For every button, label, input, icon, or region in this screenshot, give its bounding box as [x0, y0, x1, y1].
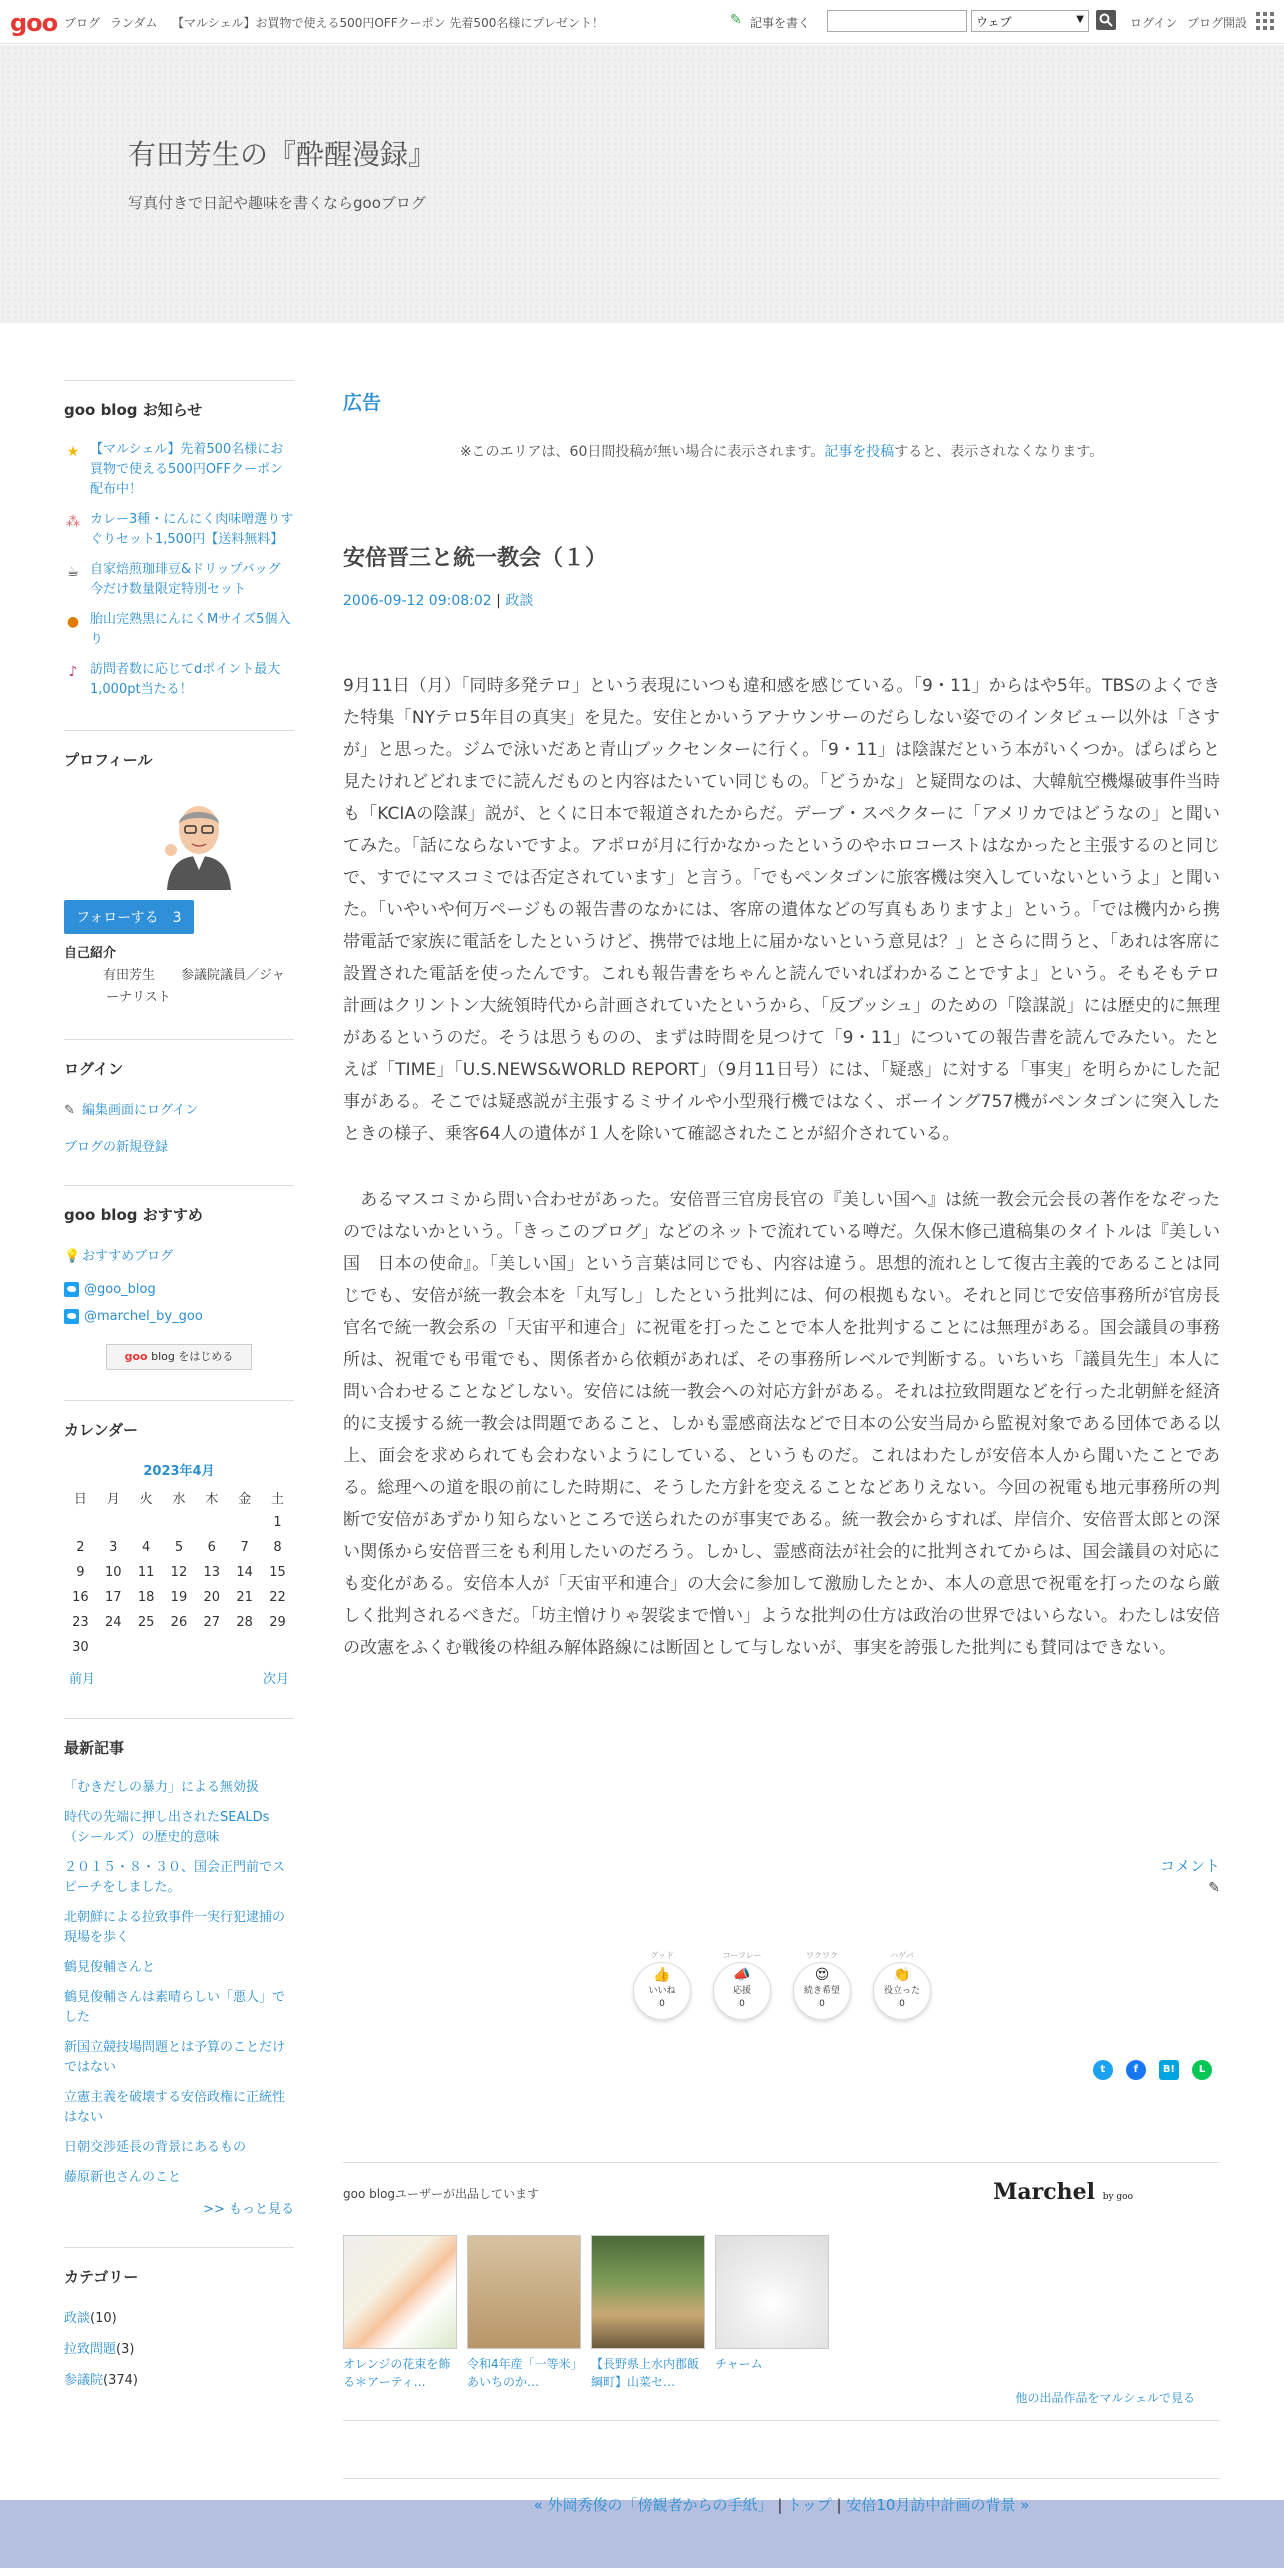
- recent-article-link[interactable]: 日朝交渉延長の背景にあるもの: [64, 2140, 247, 2155]
- recent-article-link[interactable]: 鶴見俊輔さんは素晴らしい「悪人」でした: [64, 1990, 286, 2025]
- calendar-day[interactable]: 3: [109, 1540, 118, 1555]
- category-count: (10): [90, 2311, 117, 2326]
- calendar-prev-link[interactable]: 前月: [69, 1672, 96, 1687]
- category-count: (374): [103, 2373, 138, 2388]
- notice-item[interactable]: [64, 610, 294, 650]
- calendar-day[interactable]: 28: [236, 1615, 253, 1630]
- pencil-icon: ✎: [64, 1103, 75, 1118]
- calendar-day: [64, 1510, 97, 1535]
- weekday: 土: [271, 1492, 285, 1507]
- category-heading: カテゴリー: [64, 2247, 294, 2307]
- calendar-week: [64, 1610, 294, 1635]
- calendar-day[interactable]: 19: [170, 1590, 188, 1605]
- product-image: [343, 2235, 457, 2349]
- search-input[interactable]: [827, 10, 967, 32]
- reaction-label: 続き希望: [803, 1986, 840, 1996]
- notice-item[interactable]: [64, 660, 294, 700]
- follow-label: フォローする: [76, 910, 159, 926]
- recent-article-link[interactable]: 新国立競技場問題とは予算のことだけではない: [64, 2040, 286, 2075]
- music-note-icon: ♪: [68, 664, 78, 680]
- marchel-section: [343, 2162, 1220, 2405]
- recent-list: [64, 1778, 294, 2188]
- edit-login-link[interactable]: ✎ 編集画面にログイン: [64, 1103, 199, 1118]
- calendar-day[interactable]: 22: [269, 1590, 286, 1605]
- goo-blog-twitter-link[interactable]: @goo_blog: [64, 1282, 294, 1297]
- article-pager: [0, 2494, 1220, 2515]
- pencil-icon[interactable]: ✎: [730, 12, 742, 28]
- marchel-twitter-link[interactable]: @marchel_by_goo: [64, 1309, 294, 1324]
- calendar-week: [64, 1585, 294, 1610]
- notice-text: カレー3種・にんにく肉味噌選りすぐりセット1,500円【送料無料】: [90, 512, 294, 547]
- reaction-buttons: [631, 1950, 951, 2030]
- nav-random-link[interactable]: ランダム: [110, 16, 158, 30]
- reaction-label: 応援: [732, 1986, 751, 1996]
- category-link[interactable]: 拉致問題: [64, 2342, 117, 2357]
- recent-article-link[interactable]: 時代の先端に押し出されたSEALDs（シールズ）の歴史的意味: [64, 1810, 270, 1845]
- pager-separator: |: [777, 2496, 783, 2514]
- calendar-day[interactable]: 20: [203, 1590, 221, 1605]
- entry-paragraph: あるマスコミから問い合わせがあった。安倍晋三官房長官の『美しい国へ』は統一教会元会長の著作をなぞったのではないかという。「きっこのブログ」などのネットで流れている噂だ。久保木修己遺稿集のタイトルは『美しい国 日本の使命』。「美しい国」という言葉は同じでも、内容は違う。思想的流れとして復古主義的であることは同じでも、安倍が統一教会本を「丸写し」したという批判には、何の根拠もない。それと同じで安倍事務所が官房長官名で統一教会系の「天宙平和連合」に祝電を打ったことで本人を批判することには無理がある。国会議員の事務所は、祝電でも弔電でも、関係者から依頼があれば、その事務所レベルで判断する。いちいち「議員先生」本人に問い合わせることなどしない。安倍には統一教会への対応方針がある。それは拉致問題などを行った北朝鮮を経済的に支援する統一教会は問題であること、しかも霊感商法などで日本の公安当局から監視対象である団体である以上、面会を求められても会わないようにしている、というものだ。これはわたしが安倍本人から聞いたことである。総理への道を眼の前にした時期に、そうした方針を変えることなどありえない。今回の祝電も地元事務所の判断で安倍があずかり知らないところで送られたのが事実である。統一教会からすれば、岸信介、安倍晋太郎との深い関係から安倍晋三をも利用したいのだろう。しかし、霊感商法が社会的に批判されてからは、国会議員の対応にも変化がある。安倍本人が「天宙平和連合」の大会に参加して激励したとか、本人の意思で祝電を打ったのなら厳しく批判されるべきだ。「坊主憎けりゃ袈裟まで憎い」ような批判の仕方は政治の世界ではいらない。わたしは安倍の改憲をふくむ戦後の枠組み解体路線には断固として与しないが、事実を誇張した批判にも賛同はできない。: [343, 1190, 1220, 1658]
- calendar-day: [130, 1635, 163, 1660]
- calendar-day[interactable]: 23: [72, 1615, 89, 1630]
- recent-article-link[interactable]: 鶴見俊輔さんと: [64, 1960, 156, 1975]
- calendar-month[interactable]: 2023年4月: [143, 1464, 215, 1479]
- calendar-day[interactable]: 25: [137, 1615, 155, 1630]
- twitter-icon: [64, 1282, 79, 1297]
- product-image: [591, 2235, 705, 2349]
- facebook-icon[interactable]: f: [1126, 2060, 1146, 2080]
- calendar-week: [64, 1635, 294, 1660]
- start-blog-label: blog をはじめる: [151, 1350, 234, 1363]
- calendar-week: [64, 1560, 294, 1585]
- twitter-icon: [64, 1309, 79, 1324]
- weekday: 火: [139, 1492, 153, 1507]
- marchel-item[interactable]: [591, 2235, 705, 2391]
- calendar-day[interactable]: 29: [269, 1615, 286, 1630]
- entry-title[interactable]: 安倍晋三と統一教会（１）: [343, 546, 608, 571]
- intro-text: 有田芳生 参議院議員／ジャーナリスト: [103, 968, 285, 1005]
- calendar-day[interactable]: 14: [236, 1565, 253, 1580]
- calendar-day[interactable]: 10: [104, 1565, 122, 1580]
- calendar-day: [228, 1635, 261, 1660]
- main-content: [343, 380, 1220, 2405]
- ad-note: ※このエリアは、60日間投稿が無い場合に表示されます。記事を投稿すると、表示されなくなります。: [459, 444, 1104, 460]
- divider: [343, 2420, 1220, 2421]
- marchel-item[interactable]: [343, 2235, 457, 2391]
- edit-icon[interactable]: ✎: [1208, 1880, 1220, 1896]
- reaction-count: 0: [739, 1999, 745, 2009]
- recommend-blog-link[interactable]: 💡 おすすめブログ: [64, 1249, 174, 1264]
- notice-item[interactable]: [64, 440, 294, 500]
- calendar-day: [228, 1510, 261, 1535]
- reaction-good[interactable]: [631, 1950, 693, 2020]
- entry-paragraph: 9月11日（月）「同時多発テロ」という表現にいつも違和感を感じている。「9・11」からはや5年。TBSのよくできた特集「NYテロ5年目の真実」を見た。安住とかいうアナウンサーのだらしない姿でのインタビュー以外は「さすが」と思った。ジムで泳いだあと青山ブックセンターに行く。「9・11」は陰謀だという本がいくつか。ぱらぱらと見たけれどどれまでに読んだものと内容はたいてい同じもの。「どうかな」と疑問なのは、大韓航空機爆破事件当時も「KCIAの陰謀」説が、とくに日本で報道されたからだ。デーブ・スペクターに「アメリカではどうなの」と聞いてみた。「話にならないですよ。アポロが月に行かなかったというのやホロコーストはなかったと主張するのと同じで、すでにマスコミでは否定されています」と言う。「でもペンタゴンに旅客機は突入していないというよ」と聞いた。「いやいや何万ページもの報告書のなかには、客席の遺体などの写真もありますよ」という。「では機内から携帯電話で家族に電話をしたというけど、携帯では地上に届かないという意見は？」とさらに問うと、「あれは客席に設置された電話を使ったんです。これも報告書をちゃんと読んでいればわかることですよ」という。そもそもテロ計画はクリントン大統領時代から計画されていたというから、「反ブッシュ」のための「陰謀説」には歴史的に無理があるというのだ。そうは思うものの、まずは時間を見つけて「9・11」についての報告書を読んでみたい。たとえば「TIME」「U.S.NEWS&WORLD REPORT」（9月11日号）には、「疑惑」に対する「事実」を明らかにした記事がある。そこでは疑惑説が主張するミサイルや小型飛行機ではなく、ボーイング757機がペンタゴンに突入したときの様子、乗客64人の遺体が１人を除いて確認されたことが紹介されている。: [343, 676, 1220, 1144]
- calendar-day: [163, 1635, 196, 1660]
- category-item: [64, 2307, 294, 2326]
- goo-logo[interactable]: goo: [10, 9, 58, 37]
- hatena-bookmark-icon[interactable]: B!: [1159, 2060, 1179, 2080]
- calendar-day[interactable]: 13: [203, 1565, 221, 1580]
- calendar-day[interactable]: 21: [236, 1590, 253, 1605]
- weekday: 水: [172, 1492, 186, 1507]
- recent-heading: 最新記事: [64, 1718, 294, 1778]
- notice-heading: goo blog お知らせ: [64, 380, 294, 440]
- ad-heading: 広告: [343, 392, 382, 414]
- meta-separator: |: [496, 593, 501, 609]
- top-link[interactable]: トップ: [787, 2496, 832, 2514]
- category-link[interactable]: 政談: [64, 2311, 91, 2326]
- marchel-item[interactable]: [467, 2235, 581, 2391]
- calendar: [64, 1460, 294, 1688]
- calendar-day[interactable]: 27: [203, 1615, 221, 1630]
- blog-header: [0, 45, 1284, 323]
- recent-article-link[interactable]: 藤原新也さんのこと: [64, 2170, 182, 2185]
- calendar-day[interactable]: 6: [207, 1540, 216, 1555]
- line-icon[interactable]: L: [1192, 2060, 1212, 2080]
- post-article-link[interactable]: 記事を投稿: [824, 444, 895, 460]
- reaction-count: 0: [659, 1999, 665, 2009]
- calendar-table: [64, 1485, 294, 1660]
- open-blog-link[interactable]: ブログ開設: [1187, 16, 1248, 30]
- recent-article-link[interactable]: 「むきだしの暴力」による無効扱: [64, 1780, 260, 1795]
- calendar-days: [64, 1510, 294, 1660]
- next-article-link[interactable]: 安倍10月訪中計画の背景 »: [846, 2496, 1030, 2514]
- login-heading: ログイン: [64, 1039, 294, 1099]
- notice-list: [64, 440, 294, 700]
- apps-grid-icon[interactable]: [1256, 12, 1274, 30]
- blog-title[interactable]: 有田芳生の『酔醒漫録』: [128, 138, 437, 171]
- weekday: 木: [205, 1492, 219, 1507]
- notice-text: 訪問者数に応じてdポイント最大1,000pt当たる！: [90, 662, 281, 697]
- calendar-heading: カレンダー: [64, 1400, 294, 1460]
- calendar-day[interactable]: 16: [72, 1590, 89, 1605]
- new-blog-link[interactable]: ブログの新規登録: [64, 1140, 169, 1155]
- intro-label: 自己紹介: [64, 946, 117, 961]
- notice-item[interactable]: [64, 560, 294, 600]
- write-article-link[interactable]: 記事を書く: [750, 16, 811, 30]
- calendar-weekdays: [64, 1485, 294, 1510]
- calendar-week: [64, 1510, 294, 1535]
- blog-description: 写真付きで日記や趣味を書くならgooブログ: [128, 194, 426, 212]
- weekday: 日: [73, 1492, 87, 1507]
- reaction-label: いいね: [648, 1986, 676, 1996]
- recent-article-link[interactable]: ２０１５・８・３０、国会正門前でスピーチをしました。: [64, 1860, 286, 1895]
- entry-meta: [343, 590, 1220, 610]
- reaction-caption: グッド: [650, 1951, 674, 1960]
- coffee-icon: ☕: [66, 564, 80, 580]
- notice-item[interactable]: [64, 510, 294, 550]
- follow-count: 3: [172, 910, 182, 926]
- twitter-icon[interactable]: t: [1093, 2060, 1113, 2080]
- reaction-more[interactable]: [791, 1950, 853, 2020]
- calendar-nav: [64, 1664, 294, 1688]
- more-articles-link[interactable]: >> もっと見る: [203, 2202, 294, 2217]
- lightbulb-icon: 💡: [64, 1249, 81, 1264]
- sidebar: [64, 380, 294, 2400]
- marchel-more-link[interactable]: 他の出品作品をマルシェルで見る: [1015, 2391, 1195, 2405]
- product-caption: チャーム: [715, 2357, 763, 2371]
- calendar-day[interactable]: 26: [170, 1615, 188, 1630]
- calendar-day[interactable]: 8: [273, 1540, 282, 1555]
- calendar-day[interactable]: 17: [104, 1590, 122, 1605]
- weekday: 月: [106, 1492, 120, 1507]
- product-caption: オレンジの花束を飾る＊アーティ…: [343, 2357, 451, 2389]
- reaction-cheer[interactable]: [711, 1950, 773, 2020]
- recent-article-link[interactable]: 立憲主義を破壊する安倍政権に正統性はない: [64, 2090, 286, 2125]
- search-icon: [1099, 13, 1113, 27]
- category-item: [64, 2338, 294, 2357]
- login-link[interactable]: ログイン: [1130, 16, 1178, 30]
- thumbs-up-icon: 👍: [653, 1967, 671, 1983]
- nav-blog-link[interactable]: ブログ: [64, 16, 101, 30]
- goo-brand: goo: [124, 1350, 148, 1363]
- notice-text: 胎山完熟黒にんにくMサイズ5個入り: [90, 612, 291, 647]
- category-item: [64, 2369, 294, 2388]
- top-bar: [0, 0, 1284, 44]
- share-buttons: [1085, 2057, 1212, 2079]
- calendar-day: [195, 1635, 228, 1660]
- calendar-next-link[interactable]: 次月: [262, 1672, 289, 1687]
- calendar-day[interactable]: 1: [273, 1515, 282, 1530]
- search-button[interactable]: [1096, 10, 1116, 30]
- calendar-day[interactable]: 15: [269, 1565, 286, 1580]
- calendar-day[interactable]: 18: [137, 1590, 155, 1605]
- reaction-caption: コーフレー: [722, 1951, 762, 1960]
- prev-article-link[interactable]: « 外岡秀俊の「傍観者からの手紙」: [533, 2496, 773, 2514]
- reaction-caption: ワクワク: [806, 1951, 838, 1960]
- category-link[interactable]: 参議院: [64, 2373, 104, 2388]
- reaction-useful[interactable]: [871, 1950, 933, 2020]
- marchel-heading: goo blogユーザーが出品しています: [343, 2187, 540, 2201]
- clap-icon: 👏: [893, 1967, 911, 1983]
- reaction-count: 0: [899, 1999, 905, 2009]
- calendar-day: [130, 1510, 163, 1535]
- start-blog-button[interactable]: [106, 1344, 252, 1370]
- garlic-icon: ●: [66, 614, 80, 630]
- recent-article-link[interactable]: 北朝鮮による拉致事件一実行犯逮捕の現場を歩く: [64, 1910, 286, 1945]
- calendar-day[interactable]: 4: [141, 1540, 151, 1555]
- search-scope-value: ウェブ: [976, 15, 1012, 29]
- calendar-day: [97, 1635, 130, 1660]
- calendar-day[interactable]: 5: [174, 1540, 184, 1555]
- reaction-caption: ハゲバ: [890, 1951, 914, 1960]
- calendar-day[interactable]: 11: [137, 1565, 155, 1580]
- weekday: 金: [238, 1492, 252, 1507]
- star-icon: ★: [66, 444, 80, 460]
- calendar-day[interactable]: 12: [170, 1565, 188, 1580]
- calendar-week: [64, 1535, 294, 1560]
- calendar-day[interactable]: 7: [240, 1540, 249, 1555]
- nav-campaign-link[interactable]: 【マルシェル】お買物で使える500円OFFクーポン 先着500名様にプレゼント！: [172, 16, 604, 30]
- profile-heading: プロフィール: [64, 730, 294, 790]
- food-icon: ⁂: [66, 514, 80, 530]
- calendar-day[interactable]: 24: [104, 1615, 122, 1630]
- calendar-day: [163, 1510, 196, 1535]
- chevron-down-icon: ▼: [1076, 14, 1084, 25]
- product-image: [715, 2235, 829, 2349]
- entry-category-link[interactable]: 政談: [505, 593, 534, 609]
- calendar-day[interactable]: 30: [72, 1640, 89, 1655]
- megaphone-icon: 📣: [733, 1967, 751, 1983]
- notice-text: 【マルシェル】先着500名様にお買物で使える500円OFFクーポン配布中！: [90, 442, 284, 497]
- avatar[interactable]: [149, 790, 249, 890]
- divider: [343, 2478, 1220, 2479]
- product-caption: 【長野県上水内郡飯綱町】山菜セ…: [591, 2357, 700, 2389]
- calendar-day: [97, 1510, 130, 1535]
- marchel-logo[interactable]: Marchel by goo: [993, 2179, 1133, 2205]
- pager-separator: |: [836, 2496, 842, 2514]
- avatar-illustration: [149, 790, 249, 890]
- calendar-day: [261, 1635, 294, 1660]
- heart-eyes-icon: 😍: [814, 1967, 830, 1983]
- recommend-heading: goo blog おすすめ: [64, 1185, 294, 1245]
- marchel-item[interactable]: [715, 2235, 829, 2373]
- reaction-label: 役立った: [883, 1986, 920, 1996]
- calendar-day: [195, 1510, 228, 1535]
- follow-button[interactable]: [64, 900, 194, 934]
- category-count: (3): [116, 2342, 135, 2357]
- comment-link[interactable]: コメント: [1159, 1857, 1220, 1875]
- product-caption: 令和4年産「一等米」あいちのか…: [467, 2357, 577, 2389]
- product-image: [467, 2235, 581, 2349]
- notice-text: 自家焙煎珈琲豆&ドリップバッグ 今だけ数量限定特別セット: [90, 562, 294, 597]
- search-scope-select[interactable]: [971, 10, 1089, 32]
- entry-date-link[interactable]: 2006-09-12 09:08:02: [343, 593, 492, 609]
- reaction-count: 0: [819, 1999, 825, 2009]
- calendar-day[interactable]: 2: [76, 1540, 85, 1555]
- calendar-day[interactable]: 9: [76, 1565, 85, 1580]
